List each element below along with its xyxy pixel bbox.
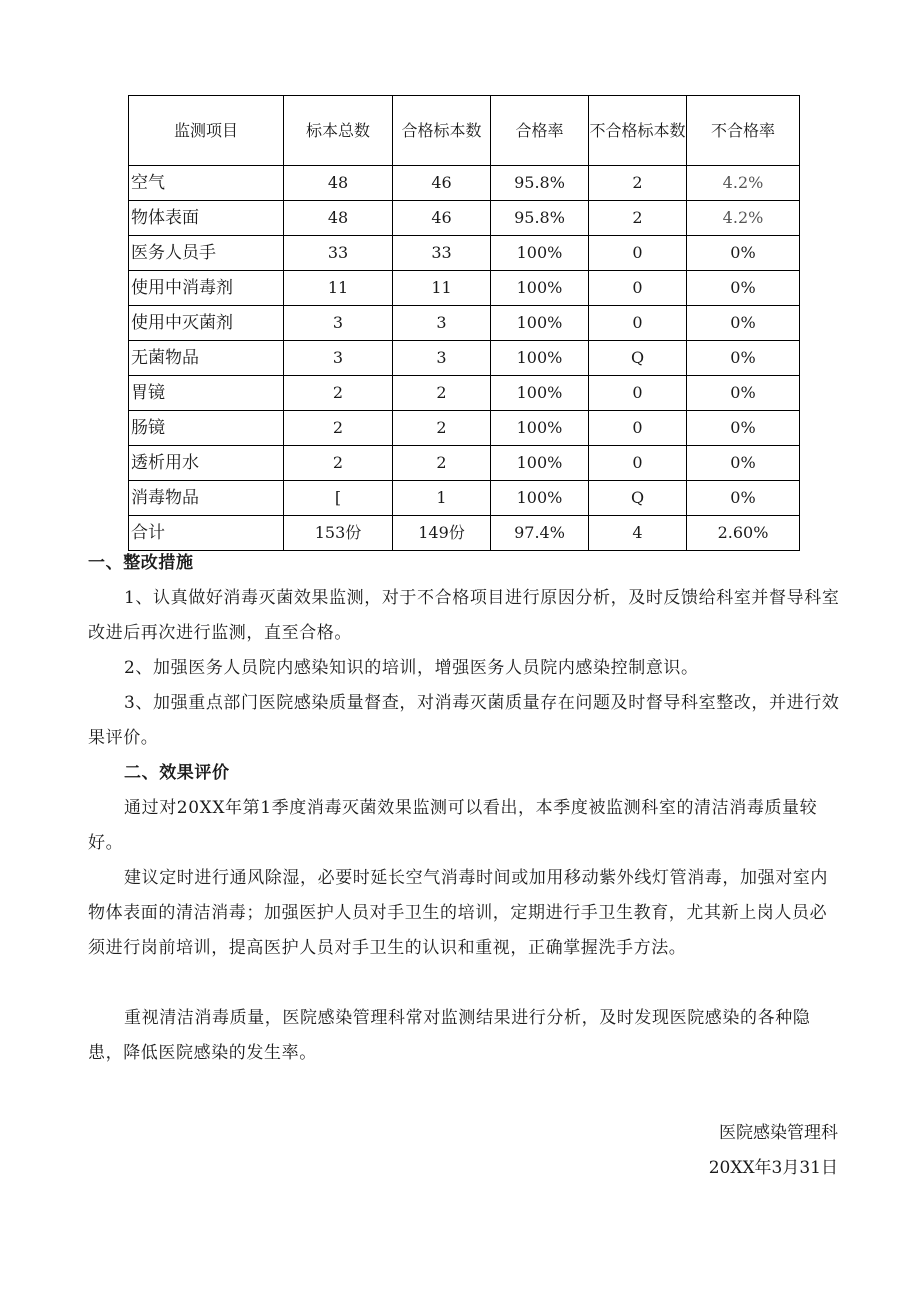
section1-paragraph: 2、加强医务人员院内感染知识的培训，增强医务人员院内感染控制意识。 [124,658,699,678]
table-row [129,481,800,516]
table-cell: 2 [589,166,687,201]
table-cell: 4.2% [687,166,800,201]
table-cell: 1 [393,481,491,516]
table-cell: Q [589,341,687,376]
table-cell: 2 [589,201,687,236]
table-cell: 46 [393,201,491,236]
table-cell: 95.8% [491,166,589,201]
row-label: 医务人员手 [129,236,284,271]
table-cell: 2 [393,376,491,411]
table-cell: 0% [687,411,800,446]
table-cell: 100% [491,446,589,481]
table-cell: 2 [284,376,393,411]
table-row [129,341,800,376]
table-row [129,236,800,271]
table-cell: 0 [589,236,687,271]
table-cell: 0% [687,341,800,376]
col-header: 标本总数 [284,96,393,166]
table-row [129,306,800,341]
table-cell: 100% [491,236,589,271]
table-cell: Q [589,481,687,516]
table-cell: 4 [589,516,687,551]
section2-paragraph: 通过对20XX年第1季度消毒灭菌效果监测可以看出，本季度被监测科室的清洁消毒质量较好。 [88,798,818,853]
col-header: 合格率 [491,96,589,166]
table-cell: 0% [687,446,800,481]
row-label: 无菌物品 [129,341,284,376]
section2-paragraph: 建议定时进行通风除湿，必要时延长空气消毒时间或加用移动紫外线灯管消毒，加强对室内物体表面的清洁消毒；加强医护人员对手卫生的培训，定期进行手卫生教育，尤其新上岗人员必须进行岗前培训，提高医护人员对手卫生的认识和重视，正确掌握洗手方法。 [88,868,828,958]
table-row [129,271,800,306]
section1-heading: 一、整改措施 [88,553,194,573]
col-header: 合格标本数 [393,96,491,166]
row-label: 使用中灭菌剂 [129,306,284,341]
monitoring-table [128,95,800,551]
signature-dept: 医院感染管理科 [719,1123,838,1143]
table-row [129,166,800,201]
section1-paragraph: 3、加强重点部门医院感染质量督查，对消毒灭菌质量存在问题及时督导科室整改，并进行效果评价。 [88,693,840,748]
row-label: 胃镜 [129,376,284,411]
table-cell: 33 [393,236,491,271]
table-row [129,201,800,236]
col-header: 不合格标本数 [589,96,687,166]
table-cell: 97.4% [491,516,589,551]
table-cell: 95.8% [491,201,589,236]
table-header-row [129,96,800,166]
table-cell: 0 [589,411,687,446]
col-header: 监测项目 [129,96,284,166]
table-cell: 0 [589,446,687,481]
table-cell: 0% [687,271,800,306]
table-row [129,376,800,411]
table-cell: 2 [393,411,491,446]
table-cell: 100% [491,411,589,446]
table-cell: 4.2% [687,201,800,236]
table-cell: 3 [393,306,491,341]
table-cell: 100% [491,376,589,411]
section2-paragraph: 重视清洁消毒质量，医院感染管理科常对监测结果进行分析，及时发现医院感染的各种隐患，降低医院感染的发生率。 [88,1008,811,1063]
table-cell: 2 [284,446,393,481]
signature-date: 20XX年3月31日 [708,1158,838,1178]
table-cell: 46 [393,166,491,201]
table-cell: 2 [393,446,491,481]
table-cell: 11 [393,271,491,306]
section2-heading: 二、效果评价 [124,763,230,783]
table-cell: 11 [284,271,393,306]
table-cell: 0 [589,271,687,306]
table-cell: 100% [491,306,589,341]
section1-paragraph: 1、认真做好消毒灭菌效果监测，对于不合格项目进行原因分析，及时反馈给科室并督导科室改进后再次进行监测，直至合格。 [88,588,840,643]
table-cell: 100% [491,481,589,516]
row-label: 空气 [129,166,284,201]
table-cell: 0% [687,306,800,341]
table-cell: 0 [589,306,687,341]
table-cell: 48 [284,166,393,201]
row-label: 合计 [129,516,284,551]
table-cell: 153份 [284,516,393,551]
table-cell: [ [284,481,393,516]
row-label: 透析用水 [129,446,284,481]
table-cell: 33 [284,236,393,271]
table-cell: 0 [589,376,687,411]
row-label: 使用中消毒剂 [129,271,284,306]
row-label: 物体表面 [129,201,284,236]
row-label: 肠镜 [129,411,284,446]
table-cell: 2.60% [687,516,800,551]
table-cell: 3 [284,306,393,341]
table-cell: 0% [687,236,800,271]
table-cell: 0% [687,376,800,411]
table-row [129,411,800,446]
table-cell: 2 [284,411,393,446]
table-cell: 0% [687,481,800,516]
table-cell: 149份 [393,516,491,551]
table-cell: 3 [284,341,393,376]
row-label: 消毒物品 [129,481,284,516]
table-cell: 48 [284,201,393,236]
table-row [129,446,800,481]
table-cell: 100% [491,341,589,376]
table-cell: 100% [491,271,589,306]
col-header: 不合格率 [687,96,800,166]
table-cell: 3 [393,341,491,376]
